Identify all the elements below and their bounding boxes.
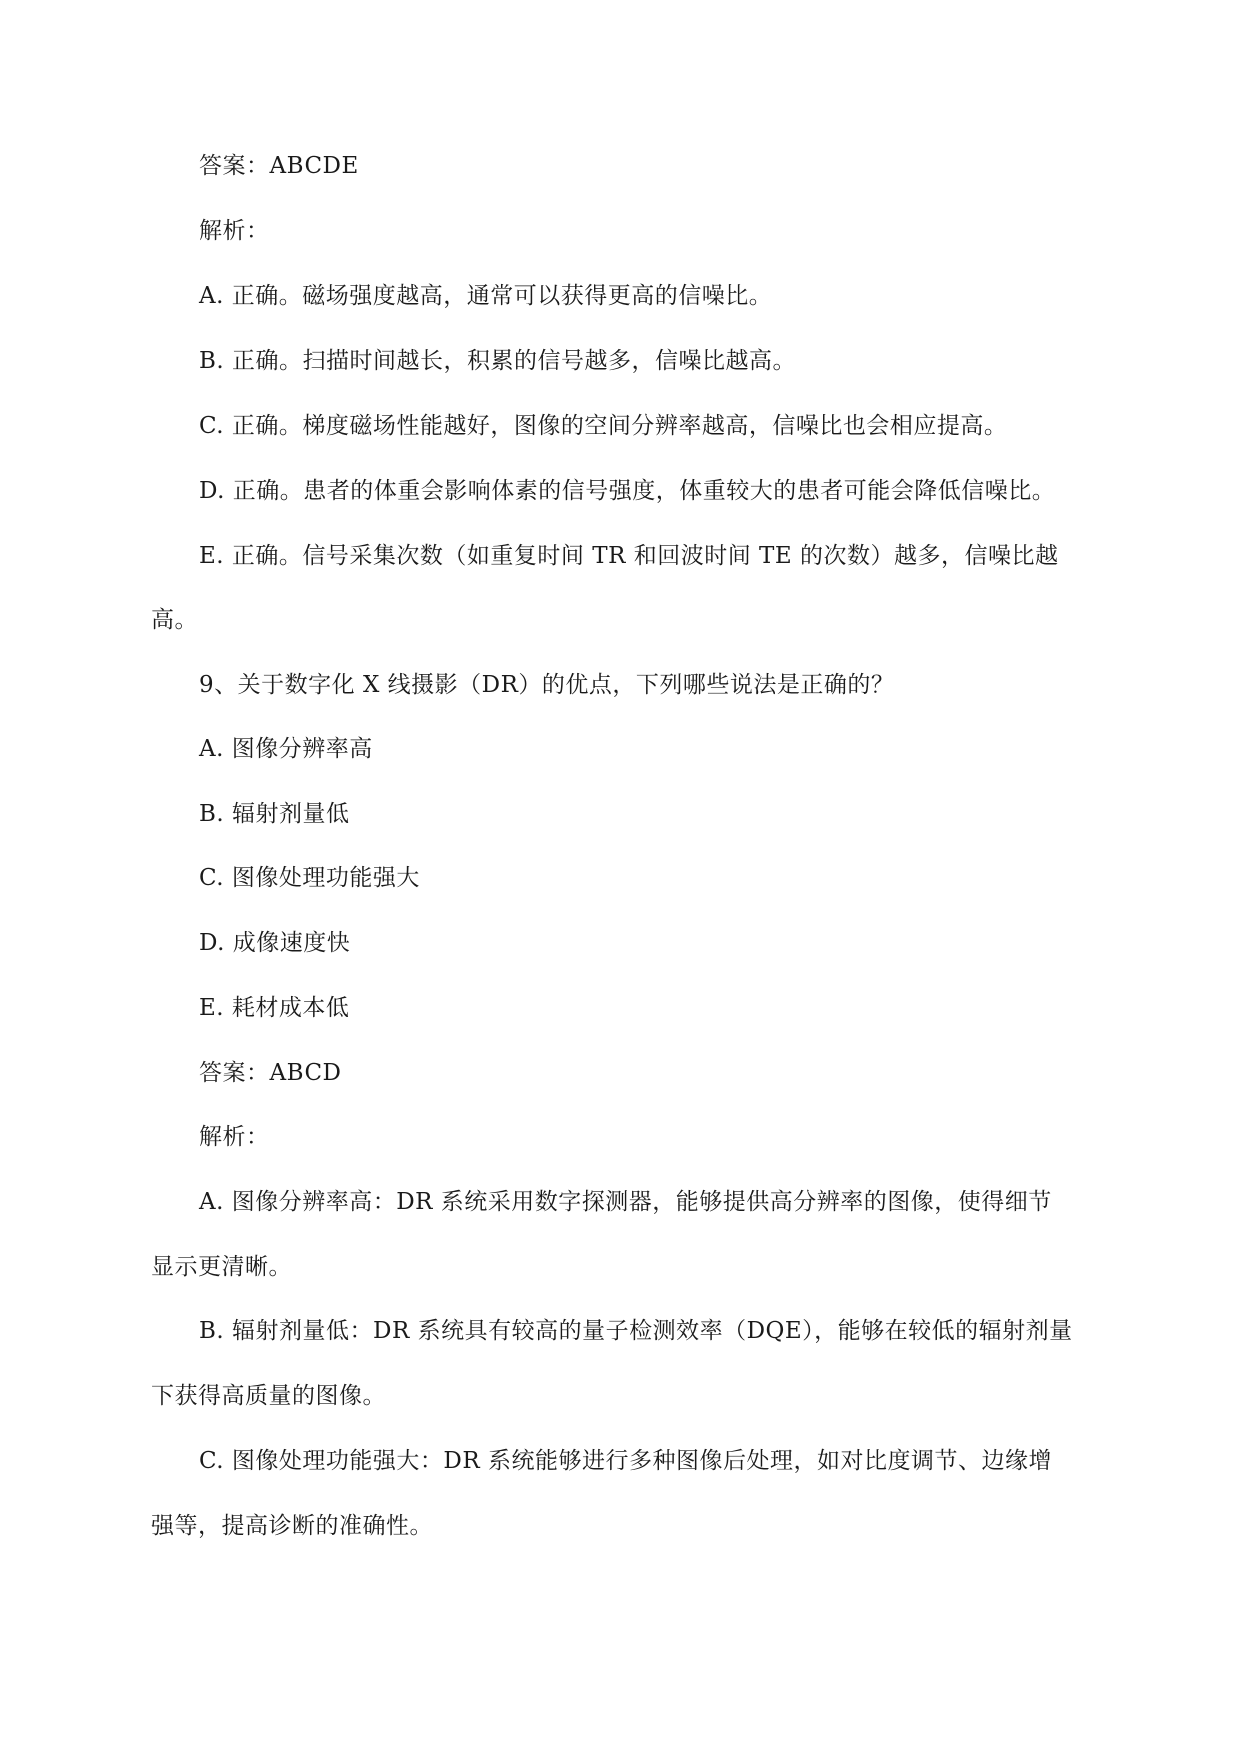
prev-analysis-a: A. 正确。磁场强度越高，通常可以获得更高的信噪比。 bbox=[199, 283, 773, 309]
prev-analysis-heading: 解析： bbox=[199, 218, 270, 244]
option-a: A. 图像分辨率高 bbox=[199, 736, 373, 762]
option-e: E. 耗材成本低 bbox=[199, 995, 350, 1021]
prev-analysis-e-continued: 高。 bbox=[151, 607, 198, 633]
analysis-c-line1: C. 图像处理功能强大：DR 系统能够进行多种图像后处理，如对比度调节、边缘增 bbox=[199, 1448, 1052, 1474]
option-d: D. 成像速度快 bbox=[199, 930, 351, 956]
analysis-a-line1: A. 图像分辨率高：DR 系统采用数字探测器，能够提供高分辨率的图像，使得细节 bbox=[199, 1189, 1052, 1215]
prev-analysis-c: C. 正确。梯度磁场性能越好，图像的空间分辨率越高，信噪比也会相应提高。 bbox=[199, 413, 1008, 439]
analysis-heading: 解析： bbox=[199, 1124, 270, 1150]
analysis-b-line2: 下获得高质量的图像。 bbox=[151, 1383, 386, 1409]
prev-analysis-b: B. 正确。扫描时间越长，积累的信号越多，信噪比越高。 bbox=[199, 348, 797, 374]
prev-answer: 答案：ABCDE bbox=[199, 153, 359, 179]
answer: 答案：ABCD bbox=[199, 1060, 342, 1086]
prev-analysis-e: E. 正确。信号采集次数（如重复时间 TR 和回波时间 TE 的次数）越多，信噪比越 bbox=[199, 543, 1059, 569]
analysis-a-line2: 显示更清晰。 bbox=[151, 1254, 292, 1280]
question-9: 9、关于数字化 X 线摄影（DR）的优点，下列哪些说法是正确的？ bbox=[199, 672, 895, 698]
option-c: C. 图像处理功能强大 bbox=[199, 865, 420, 891]
option-b: B. 辐射剂量低 bbox=[199, 801, 350, 827]
prev-analysis-d: D. 正确。患者的体重会影响体素的信号强度，体重较大的患者可能会降低信噪比。 bbox=[199, 478, 1056, 504]
analysis-b-line1: B. 辐射剂量低：DR 系统具有较高的量子检测效率（DQE），能够在较低的辐射剂量 bbox=[199, 1318, 1073, 1344]
analysis-c-line2: 强等，提高诊断的准确性。 bbox=[151, 1513, 433, 1539]
